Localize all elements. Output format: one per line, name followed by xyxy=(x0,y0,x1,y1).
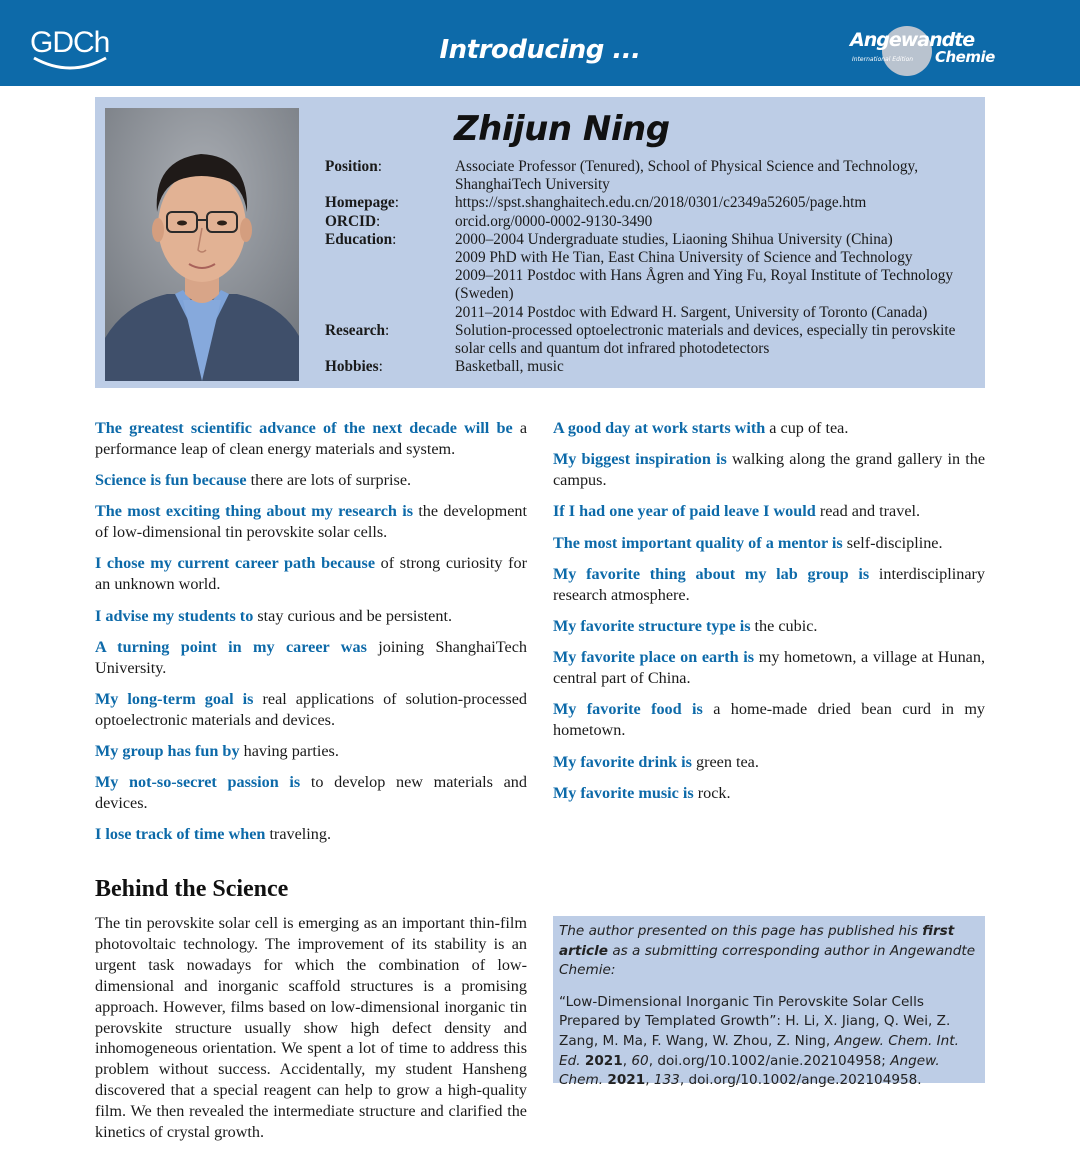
qa-item xyxy=(553,501,985,522)
qa-answer: the development of low-dimensional tin perovskite solar cells. xyxy=(95,502,527,542)
qa-item xyxy=(553,647,985,689)
qa-answer: of strong curiosity for an unknown world. xyxy=(95,554,527,594)
qa-answer: interdisciplinary research atmosphere. xyxy=(553,564,985,604)
profile-box xyxy=(95,97,985,388)
qa-question: My favorite thing about my lab group is xyxy=(553,564,870,583)
profile-info xyxy=(325,158,975,376)
qa-question: The greatest scientific advance of the next decade will be xyxy=(95,419,513,437)
article-intro xyxy=(559,922,979,981)
qa-question: My favorite structure type is xyxy=(553,617,751,636)
qa-question: My favorite music is xyxy=(553,783,694,802)
label-education: Education xyxy=(325,230,393,248)
qa-item xyxy=(95,606,527,627)
article-doi-2[interactable]: doi.org/10.1002/ange.202104958. xyxy=(688,1072,922,1089)
qa-answer: a cup of tea. xyxy=(769,419,849,437)
education-line: 2009 PhD with He Tian, East China University of Science and Technology xyxy=(455,249,913,267)
hobbies-line: Basketball, music xyxy=(455,358,564,376)
research-line: solar cells and quantum dot infrared photodetectors xyxy=(455,340,770,358)
gdch-logo-text: GDCh xyxy=(30,26,110,59)
page-title: Introducing ... xyxy=(439,35,641,65)
qa-item xyxy=(95,637,527,679)
article-journal-1: Angew. Chem. Int. Ed. xyxy=(559,1032,959,1069)
info-row-hobbies: Hobbies: Basketball, music xyxy=(325,358,975,376)
qa-question: A good day at work starts with xyxy=(553,419,766,437)
qa-item xyxy=(553,564,985,606)
article-year-1: 2021 xyxy=(584,1052,623,1069)
info-row-homepage: Homepage: https://spst.shanghaitech.edu.cn/2018/0301/c2349a52605/page.htm xyxy=(325,194,975,212)
first-article-box xyxy=(553,916,985,1089)
label-orcid: ORCID xyxy=(325,212,376,230)
qa-item xyxy=(95,772,527,814)
qa-item xyxy=(553,418,985,439)
qa-column-left xyxy=(95,418,527,856)
position-line: Associate Professor (Tenured), School of Physical Science and Technology, xyxy=(455,158,919,175)
qa-answer: having parties. xyxy=(243,742,339,761)
qa-answer: joining ShanghaiTech University. xyxy=(95,637,527,677)
qa-question: I lose track of time when xyxy=(95,825,266,844)
header-bar xyxy=(0,0,1080,86)
portrait-image xyxy=(105,108,299,381)
education-line: (Sweden) xyxy=(455,285,514,303)
angewandte-logo-sub: Chemie xyxy=(935,48,995,66)
qa-answer: there are lots of surprise. xyxy=(250,471,412,490)
qa-question: My group has fun by xyxy=(95,742,240,761)
qa-answer: walking along the grand gallery in the campus. xyxy=(553,450,986,490)
qa-item xyxy=(553,449,985,491)
education-line: 2011–2014 Postdoc with Edward H. Sargent, University of Toronto (Canada) xyxy=(455,303,928,321)
qa-item xyxy=(95,689,527,731)
qa-question: I advise my students to xyxy=(95,606,254,625)
qa-answer: real applications of solution-processed optoelectronic materials and devices. xyxy=(95,689,528,729)
article-intro-text: The author presented on this page has published his xyxy=(559,923,918,939)
article-citation: “Low-Dimensional Inorganic Tin Perovskite Solar Cells Prepared by Templated Growth”: H. Li, X. Jiang, Q. Wei, Z. Zang, M. Ma, F. Wang, W. Zhou, Z. Ning, Angew. Chem. Int. Ed. 2021, 60, doi.org/10.1002/anie.202104958; Angew. Chem. 2021, 133, doi.org/10.1002/ange.202104958. xyxy=(559,993,959,1089)
info-row-education: Education: 2000–2004 Undergraduate studies, Liaoning Shihua University (China) 2009 PhD with He Tian, East China University of Science and Technology 2009–2011 Postdoc with Hans Ågren and Ying Fu, Royal Institute of Technology (Sweden) 2011–2014 Postdoc with Edward H. Sargent, University of Toronto (Canada) xyxy=(325,231,975,322)
qa-answer: my hometown, a village at Hunan, central part of China. xyxy=(553,648,986,688)
qa-question: The most important quality of a mentor is xyxy=(553,533,843,552)
portrait-photo xyxy=(105,108,299,381)
qa-question: Science is fun because xyxy=(95,471,247,490)
behind-science-heading: Behind the Science xyxy=(95,876,289,902)
qa-question: The most exciting thing about my research is xyxy=(95,502,413,521)
qa-question: My favorite place on earth is xyxy=(553,648,755,667)
qa-question: My favorite food is xyxy=(553,700,703,719)
qa-item xyxy=(553,752,985,773)
qa-item xyxy=(553,783,985,804)
qa-question: If I had one year of paid leave I would xyxy=(553,502,816,521)
person-name: Zhijun Ning xyxy=(454,109,670,149)
qa-item xyxy=(95,470,527,491)
qa-question: My biggest inspiration is xyxy=(553,450,727,469)
qa-answer: a performance leap of clean energy materials and system. xyxy=(95,419,528,458)
qa-question: My not-so-secret passion is xyxy=(95,773,301,792)
qa-answer: to develop new materials and devices. xyxy=(95,773,527,813)
behind-science-text: The tin perovskite solar cell is emerging as an important thin-film photovoltaic technology. The improvement of its stability is an urgent task nowadays for which the combination of low-dimensional and inorganic scaffold structures is a promising approach. However, films based on low-dimensional inorganic tin perovskite structure usually show high defect density and inhomogeneous orientation. We spent a lot of time to address this problem without success. Accidentally, my student Hansheng discovered that a special reagent can help to grow a high-quality film. We then revealed the intermediate structure and clarified the kinetics of crystal growth. xyxy=(95,914,527,1142)
article-intro-bold: first article xyxy=(559,923,955,959)
qa-item xyxy=(95,418,527,460)
label-hobbies: Hobbies xyxy=(325,358,379,376)
research-line: Solution-processed optoelectronic materials and devices, especially tin perovskite xyxy=(455,321,956,339)
article-volume-2: 133 xyxy=(653,1072,680,1089)
article-journal-2: Angew. Chem. xyxy=(559,1052,940,1089)
qa-answer: rock. xyxy=(697,783,731,802)
qa-item xyxy=(95,553,527,595)
qa-item xyxy=(553,616,985,637)
info-row-orcid: ORCID: orcid.org/0000-0002-9130-3490 xyxy=(325,213,975,231)
qa-answer: the cubic. xyxy=(754,617,818,636)
education-line: 2000–2004 Undergraduate studies, Liaoning Shihua University (China) xyxy=(455,230,893,248)
orcid-link[interactable]: orcid.org/0000-0002-9130-3490 xyxy=(455,212,653,230)
label-research: Research xyxy=(325,321,386,339)
qa-question: My favorite drink is xyxy=(553,752,692,771)
label-homepage: Homepage xyxy=(325,194,395,212)
article-volume-1: 60 xyxy=(631,1052,649,1069)
qa-answer: traveling. xyxy=(269,825,332,844)
position-line: ShanghaiTech University xyxy=(455,176,610,194)
article-authors: H. Li, X. Jiang, Q. Wei, Z. Zang, M. Ma, F. Wang, W. Zhou, Z. Ning, xyxy=(559,1013,951,1049)
label-position: Position xyxy=(325,158,378,175)
article-title: “Low-Dimensional Inorganic Tin Perovskite Solar Cells Prepared by Templated Growth”: xyxy=(559,993,924,1030)
qa-item xyxy=(95,501,527,543)
qa-column-right xyxy=(553,418,985,814)
article-intro-text-2: as a submitting corresponding author in Angewandte Chemie: xyxy=(559,942,976,979)
info-row-research: Research: Solution-processed optoelectronic materials and devices, especially tin perovskite solar cells and quantum dot infrared photodetectors xyxy=(325,322,975,358)
qa-item xyxy=(553,533,985,554)
homepage-link[interactable]: https://spst.shanghaitech.edu.cn/2018/0301/c2349a52605/page.htm xyxy=(455,194,867,212)
qa-question: My long-term goal is xyxy=(95,689,254,708)
qa-answer: stay curious and be persistent. xyxy=(257,606,452,625)
qa-question: I chose my current career path because xyxy=(95,554,376,573)
qa-answer: read and travel. xyxy=(819,502,921,521)
qa-answer: self-discipline. xyxy=(846,533,943,552)
qa-answer: a home-made dried bean curd in my hometown. xyxy=(553,700,985,740)
qa-question: A turning point in my career was xyxy=(95,637,367,656)
education-line: 2009–2011 Postdoc with Hans Ågren and Ying Fu, Royal Institute of Technology xyxy=(455,267,954,285)
qa-item xyxy=(553,699,985,741)
article-doi-1[interactable]: doi.org/10.1002/anie.202104958; xyxy=(657,1052,886,1069)
article-year-2: 2021 xyxy=(607,1072,646,1089)
angewandte-logo xyxy=(850,20,1000,80)
angewandte-logo-main: Angewandte xyxy=(850,29,975,51)
qa-item xyxy=(95,824,527,845)
info-row-position: Position: Associate Professor (Tenured), School of Physical Science and Technology, ShanghaiTech University xyxy=(325,158,975,194)
qa-item xyxy=(95,741,527,762)
angewandte-logo-edition: International Edition xyxy=(852,56,914,63)
qa-answer: green tea. xyxy=(695,752,759,771)
